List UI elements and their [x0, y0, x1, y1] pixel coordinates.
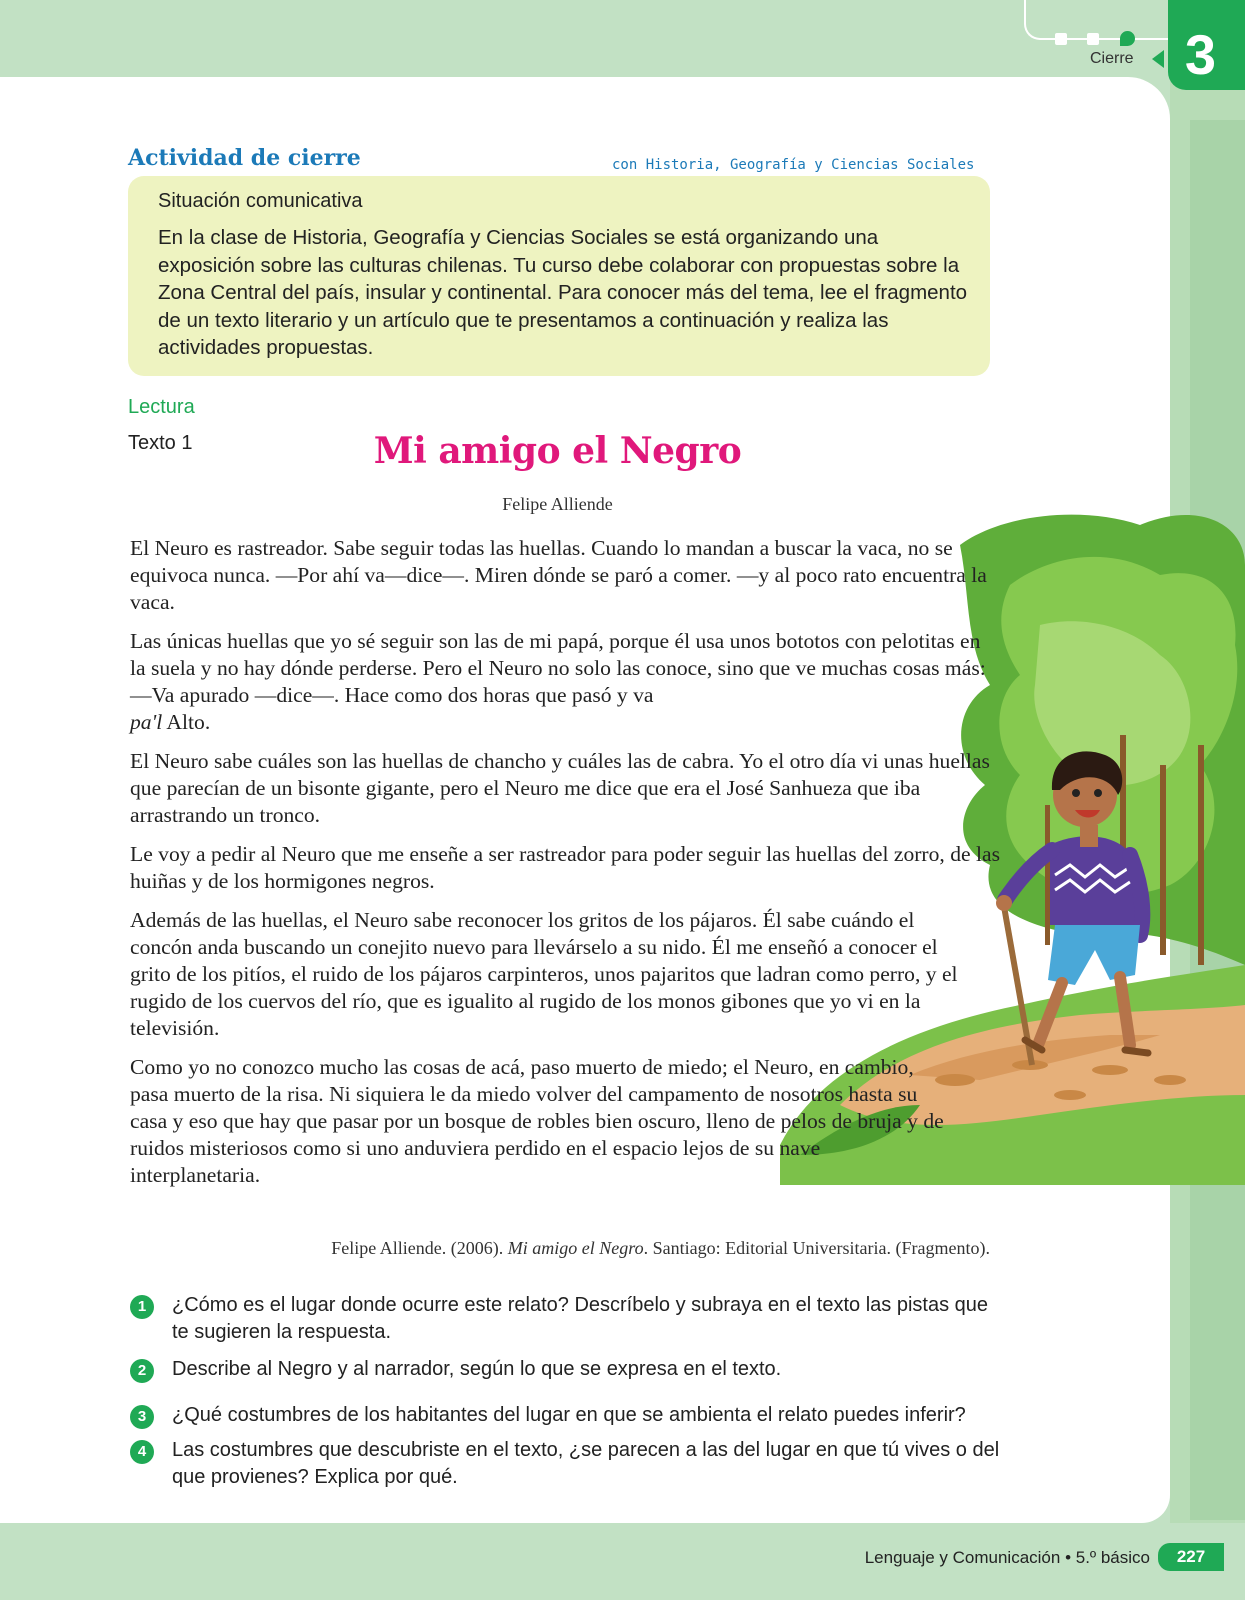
question-item: [130, 1356, 1000, 1386]
question-text: Las costumbres que descubriste en el texto, ¿se parecen a las del lugar en que tú vives o del que provienes? Explica por qué.: [172, 1439, 1000, 1488]
progress-current-step-icon: [1120, 31, 1135, 46]
reading-label: Lectura: [128, 396, 195, 418]
section-arrow-icon: [1152, 50, 1164, 68]
question-item: [130, 1292, 1000, 1348]
question-number-badge: 1: [130, 1295, 154, 1319]
progress-step-icon: [1087, 33, 1099, 45]
story-title: Mi amigo el Negro: [373, 430, 742, 472]
story-paragraph: Las únicas huellas que yo sé seguir son las de mi papá, porque él usa unos bototos con pelotitas en la suela y no hay dónde perderse. Pero el Neuro no solo las conoce, sino que ve muchas cosas más: —Va apurado —dice—. Hace como dos horas que pasó y va pa'l Alto.: [130, 629, 986, 734]
story-body: [130, 535, 1000, 1201]
story-paragraph: Como yo no conozco mucho las cosas de acá, paso muerto de miedo; el Neuro, en cambio, pasa muerto de la risa. Ni siquiera le da miedo volver del campamento de nosotros hasta su casa y eso que hay que pasar por un bosque de robles bien oscuro, lleno de pelos de bruja y de ruidos misteriosos como si uno anduviera perdido en el espacio lejos de su nave interplanetaria.: [130, 1055, 944, 1187]
chapter-number: 3: [1184, 23, 1217, 86]
situation-title: Situación comunicativa: [158, 190, 363, 212]
activity-title: Actividad de cierre: [128, 145, 361, 171]
story-paragraph: Le voy a pedir al Neuro que me enseñe a ser rastreador para poder seguir las huellas del zorro, de las huiñas y de los hormigones negros.: [130, 842, 1000, 893]
section-progress-line: [1024, 0, 1176, 40]
progress-step-icon: [1055, 33, 1067, 45]
footer-subject: Lenguaje y Comunicación • 5.º básico: [864, 1548, 1150, 1567]
question-number-badge: 4: [130, 1440, 154, 1464]
situation-text: En la clase de Historia, Geografía y Ciencias Sociales se está organizando una exposición sobre las culturas chilenas. Tu curso debe colaborar con propuestas sobre la Zona Central del país, insular y continental. Para conocer más del tema, lee el fragmento de un texto literario y un artículo que te presentamos a continuación y realiza las actividades propuestas.: [158, 226, 968, 359]
text-label: Texto 1: [128, 432, 193, 454]
question-text: ¿Qué costumbres de los habitantes del lugar en que se ambienta el relato puedes inferir?: [172, 1404, 966, 1426]
question-number-badge: 2: [130, 1359, 154, 1383]
question-text: ¿Cómo es el lugar donde ocurre este relato? Descríbelo y subraya en el texto las pistas que te sugieren la respuesta.: [172, 1294, 988, 1343]
story-citation: Felipe Alliende. (2006). Mi amigo el Negro. Santiago: Editorial Universitaria. (Fragmento).: [331, 1238, 990, 1258]
story-paragraph: Además de las huellas, el Neuro sabe reconocer los gritos de los pájaros. Él sabe cuándo el concón anda buscando un conejito nuevo para llevárselo a su nido. Él me enseñó a conocer el grito de los pitíos, el ruido de los pájaros carpinteros, unos pajaritos que ladran como perro, y el rugido de los cuervos del río, que es igualito al rugido de los monos gibones que yo vi en la televisión.: [130, 908, 958, 1040]
activity-subtitle: con Historia, Geografía y Ciencias Sociales: [612, 157, 975, 173]
question-text: Describe al Negro y al narrador, según lo que se expresa en el texto.: [172, 1358, 782, 1380]
section-label: Cierre: [1090, 50, 1134, 67]
story-author: Felipe Alliende: [502, 494, 613, 514]
question-item: [130, 1402, 1000, 1432]
italic-word: pa'l: [130, 710, 163, 734]
story-paragraph: El Neuro sabe cuáles son las huellas de chancho y cuáles las de cabra. Yo el otro día vi unas huellas que parecían de un bisonte gigante, pero el Neuro me dice que era el José Sanhueza que iba arrastrando un tronco.: [130, 749, 990, 827]
page-number: 227: [1158, 1543, 1224, 1571]
citation-title: Mi amigo el Negro: [507, 1238, 644, 1258]
question-item: [130, 1437, 1000, 1493]
story-paragraph: El Neuro es rastreador. Sabe seguir todas las huellas. Cuando lo mandan a buscar la vaca, no se equivoca nunca. —Por ahí va—dice—. Miren dónde se paró a comer. —y al poco rato encuentra la vaca.: [130, 536, 987, 614]
question-number-badge: 3: [130, 1405, 154, 1429]
